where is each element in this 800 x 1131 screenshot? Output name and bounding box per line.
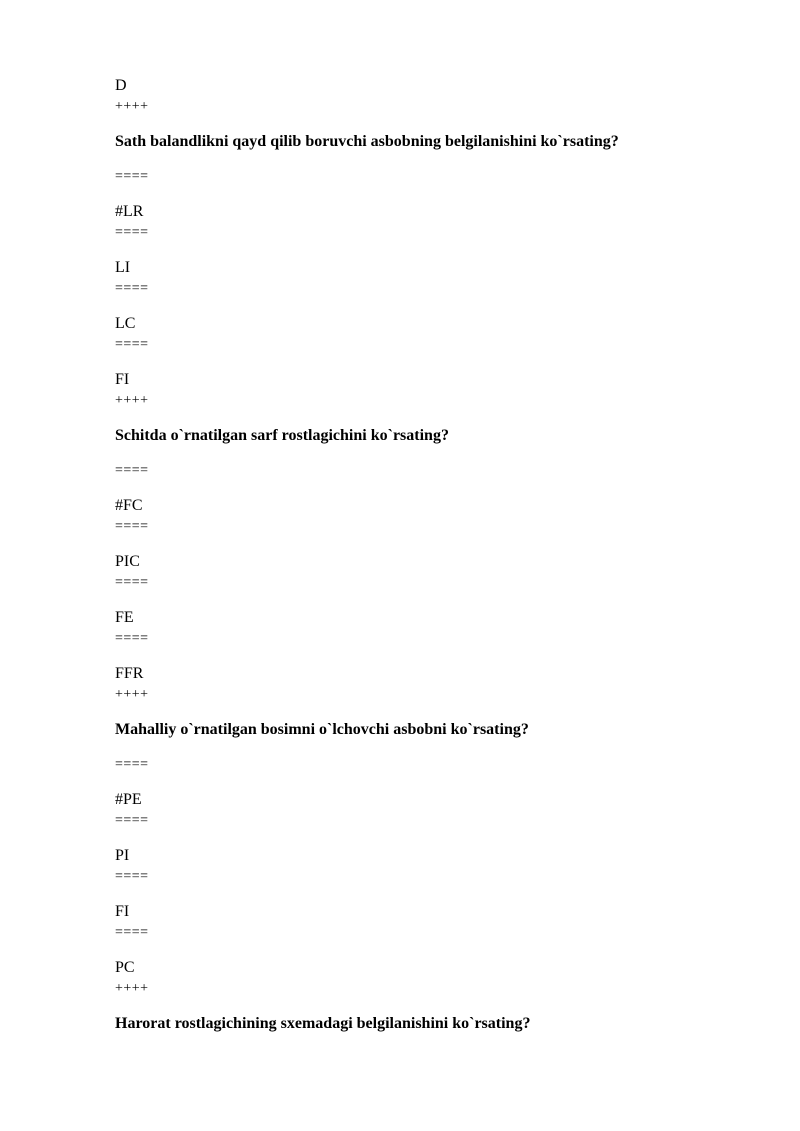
option-text: #LR: [115, 203, 144, 220]
option-text: #FC: [115, 497, 143, 514]
option-separator: ====: [115, 337, 149, 352]
option-text: LI: [115, 259, 131, 276]
document-page: [115, 0, 735, 1131]
option-text: D: [115, 77, 127, 94]
question-separator: ++++: [115, 687, 149, 702]
option-text: PC: [115, 959, 135, 976]
question-separator: ++++: [115, 981, 149, 996]
question-text: Schitda o`rnatilgan sarf rostlagichini ko`rsating?: [115, 427, 449, 444]
option-text: PIC: [115, 553, 140, 570]
option-separator: ====: [115, 869, 149, 884]
option-text: FE: [115, 609, 134, 626]
option-separator: ====: [115, 925, 149, 940]
question-text: Mahalliy o`rnatilgan bosimni o`lchovchi asbobni ko`rsating?: [115, 721, 529, 738]
question-separator: ++++: [115, 99, 149, 114]
option-text: FI: [115, 903, 130, 920]
option-separator: ====: [115, 463, 149, 478]
option-separator: ====: [115, 757, 149, 772]
option-separator: ====: [115, 519, 149, 534]
question-text: Sath balandlikni qayd qilib boruvchi asbobning belgilanishini ko`rsating?: [115, 133, 619, 150]
option-text: #PE: [115, 791, 142, 808]
option-text: PI: [115, 847, 130, 864]
question-separator: ++++: [115, 393, 149, 408]
option-separator: ====: [115, 169, 149, 184]
option-text: FI: [115, 371, 130, 388]
option-separator: ====: [115, 281, 149, 296]
option-separator: ====: [115, 575, 149, 590]
option-separator: ====: [115, 813, 149, 828]
option-text: LC: [115, 315, 136, 332]
option-separator: ====: [115, 631, 149, 646]
question-text: Harorat rostlagichining sxemadagi belgilanishini ko`rsating?: [115, 1015, 531, 1032]
option-text: FFR: [115, 665, 144, 682]
option-separator: ====: [115, 225, 149, 240]
